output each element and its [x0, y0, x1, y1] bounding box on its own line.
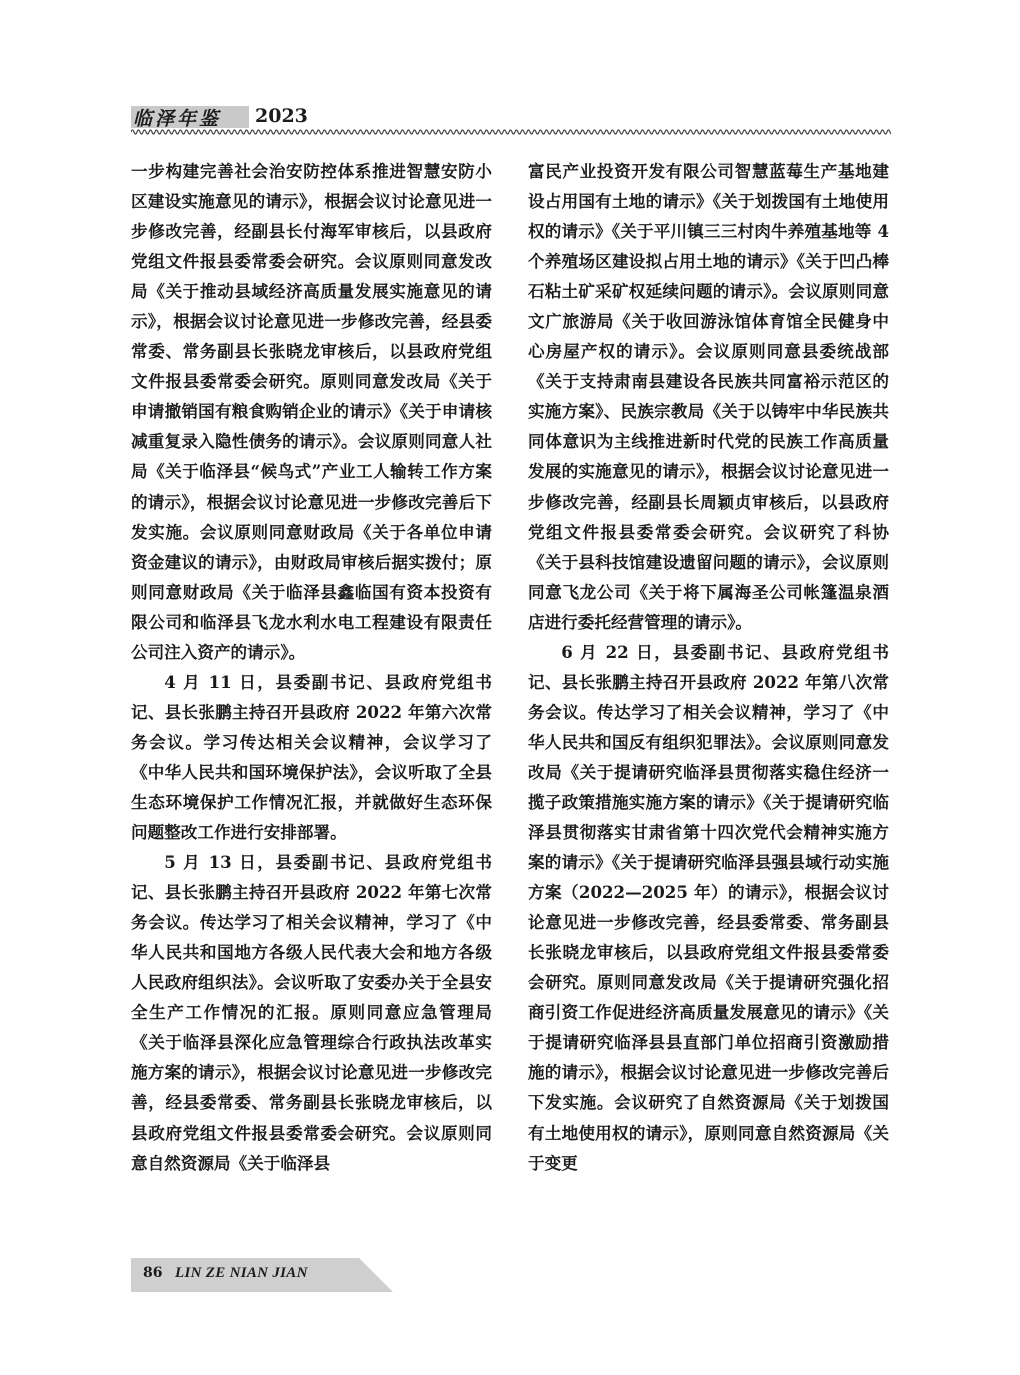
footer-running-title: LIN ZE NIAN JIAN [175, 1265, 308, 1281]
paragraph: 6 月 22 日，县委副书记、县政府党组书记、县长张鹏主持召开县政府 2022 年第八次常务会议。传达学习了相关会议精神，学习了《中华人民共和国反有组织犯罪法》。会议原则同意发改局《关于提请研究临泽县贯彻落实稳住经济一揽子政策措施实施方案的请示》《关于提请研究临泽县贯彻落实甘肃省第十四次党代会精神实施方案的请示》《关于提请研究临泽县强县域行动实施方案（2022—2025 年）的请示》，根据会议讨论意见进一步修改完善，经县委常委、常务副县长张晓龙审核后，以县政府党组文件报县委常委会研究。原则同意发改局《关于提请研究强化招商引资工作促进经济高质量发展意见的请示》《关于提请研究临泽县县直部门单位招商引资激励措施的请示》，根据会议讨论意见进一步修改完善后下发实施。会议研究了自然资源局《关于划拨国有土地使用权的请示》，原则同意自然资源局《关于变更 [528, 641, 889, 1173]
header-year: 2023 [255, 105, 308, 127]
page-number: 86 [143, 1265, 163, 1281]
header-title: 临泽年鉴 [133, 108, 222, 130]
right-column [528, 156, 889, 1178]
paragraph: 4 月 11 日，县委副书记、县政府党组书记、县长张鹏主持召开县政府 2022 年第六次常务会议。学习传达相关会议精神，会议学习了《中华人民共和国环境保护法》，会议听取了全县生态环境保护工作情况汇报，并就做好生态环保问题整改工作进行安排部署。 [131, 671, 492, 843]
left-column [131, 156, 492, 1178]
running-header [131, 100, 891, 136]
running-footer [131, 1258, 396, 1292]
paragraph: 一步构建完善社会治安防控体系推进智慧安防小区建设实施意见的请示》，根据会议讨论意见进一步修改完善，经副县长付海军审核后，以县政府党组文件报县委常委会研究。会议原则同意发改局《关于推动县域经济高质量发展实施意见的请示》，根据会议讨论意见进一步修改完善，经县委常委、常务副县长张晓龙审核后，以县政府党组文件报县委常委会研究。原则同意发改局《关于申请撤销国有粮食购销企业的请示》《关于申请核减重复录入隐性债务的请示》。会议原则同意人社局《关于临泽县“候鸟式”产业工人输转工作方案的请示》，根据会议讨论意见进一步修改完善后下发实施。会议原则同意财政局《关于各单位申请资金建议的请示》，由财政局审核后据实拨付；原则同意财政局《关于临泽县鑫临国有资本投资有限公司和临泽县飞龙水利水电工程建设有限责任公司注入资产的请示》。 [131, 161, 492, 662]
paragraph: 5 月 13 日，县委副书记、县政府党组书记、县长张鹏主持召开县政府 2022 年第七次常务会议。传达学习了相关会议精神，学习了《中华人民共和国地方各级人民代表大会和地方各级人民政府组织法》。会议听取了安委办关于全县安全生产工作情况的汇报。原则同意应急管理局《关于临泽县深化应急管理综合行政执法改革实施方案的请示》，根据会议讨论意见进一步修改完善，经县委常委、常务副县长张晓龙审核后，以县政府党组文件报县委常委会研究。会议原则同意自然资源局《关于临泽县 [131, 852, 492, 1173]
paragraph: 富民产业投资开发有限公司智慧蓝莓生产基地建设占用国有土地的请示》《关于划拨国有土地使用权的请示》《关于平川镇三三村肉牛养殖基地等 4 个养殖场区建设拟占用土地的请示》《关于凹凸棒石粘土矿采矿权延续问题的请示》。会议原则同意文广旅游局《关于收回游泳馆体育馆全民健身中心房屋产权的请示》。会议原则同意县委统战部《关于支持肃南县建设各民族共同富裕示范区的实施方案》、民族宗教局《关于以铸牢中华民族共同体意识为主线推进新时代党的民族工作高质量发展的实施意见的请示》，根据会议讨论意见进一步修改完善，经副县长周颖贞审核后，以县政府党组文件报县委常委会研究。会议研究了科协《关于县科技馆建设遗留问题的请示》，会议原则同意飞龙公司《关于将下属海圣公司帐篷温泉酒店进行委托经营管理的请示》。 [528, 161, 889, 632]
header-wavy-rule [131, 128, 891, 136]
